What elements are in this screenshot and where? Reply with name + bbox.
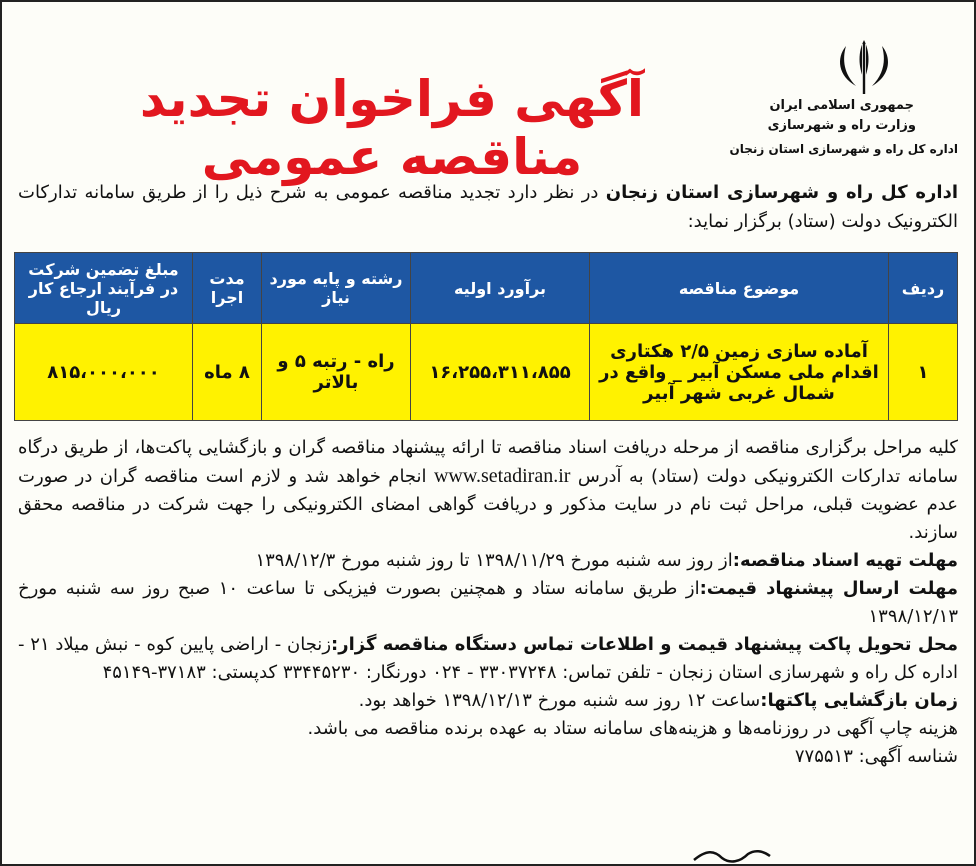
delivery-address [18,631,958,687]
cell-duration: ۸ ماه [193,324,262,421]
cost-note: هزینه چاپ آگهی در روزنامه‌ها و هزینه‌های سامانه ستاد به عهده برنده مناقصه می باشد. [307,718,958,739]
body-text [18,434,958,771]
col-estimate: برآورد اولیه [411,253,590,324]
deadline-bid-text: از طریق سامانه ستاد و همچنین بصورت فیزیکی تا ساعت ۱۰ صبح روز سه شنبه مورخ ۱۳۹۸/۱۲/۱۳ [18,578,958,627]
ad-id: شناسه آگهی: ۷۷۵۵۱۳ [794,746,958,767]
intro-text: در نظر دارد تجدید مناقصه عمومی به شرح ذیل را از طریق سامانه تدارکات الکترونیک دولت (ستاد) برگزار نماید: [18,182,958,232]
col-duration: مدت اجرا [193,253,262,324]
col-field: رشته و پایه مورد نیاز [262,253,411,324]
wave-ornament-icon [692,848,772,864]
intro-paragraph [18,178,958,236]
cell-guarantee: ۸۱۵،۰۰۰،۰۰۰ [15,324,193,421]
cell-estimate: ۱۶،۲۵۵،۳۱۱،۸۵۵ [411,324,590,421]
col-subject: موضوع مناقصه [590,253,889,324]
table-row [15,324,958,421]
paragraph-process [18,434,958,547]
iran-emblem-icon [824,36,904,98]
org-country: جمهوری اسلامی ایران [769,98,914,113]
tender-table [14,252,958,421]
cell-subject: آماده سازی زمین ۲/۵ هکتاری اقدام ملی مسکن آبیر _ واقع در شمال غربی شهر آبیر [590,324,889,421]
cell-row: ۱ [889,324,958,421]
deadline-docs-text: از روز سه شنبه مورخ ۱۳۹۸/۱۱/۲۹ تا روز شنبه مورخ ۱۳۹۸/۱۲/۳ [255,550,733,571]
org-office: اداره کل راه و شهرسازی استان زنجان [729,142,958,156]
setad-link[interactable]: www.setadiran.ir [433,465,571,487]
process-text-a: کلیه مراحل برگزاری مناقصه از مرحله دریافت اسناد مناقصه تا ارائه پیشنهاد مناقصه گران و بازگشایی پاکت‌ها، از طریق درگاه سامانه تدارکات الکترونیکی دولت (ستاد) به آدرس [18,437,958,487]
opening-time [18,687,958,715]
page-title: آگهی فراخوان تجدید مناقصه عمومی [139,70,645,186]
org-ministry: وزارت راه و شهرسازی [767,118,916,133]
process-text-b: انجام خواهد شد و لازم است مناقصه گران در صورت عدم عضویت قبلی، مراحل ثبت نام در سایت مذکور و دریافت گواهی امضای الکترونیکی را جهت شرکت در مناقصه محقق سازند. [18,466,958,543]
col-row: ردیف [889,253,958,324]
col-guarantee: مبلغ تضمین شرکت در فرآیند ارجاع کار ریال [15,253,193,324]
opening-text: ساعت ۱۲ روز سه شنبه مورخ ۱۳۹۸/۱۲/۱۳ خواهد بود. [358,690,761,711]
intro-org: اداره کل راه و شهرسازی استان زنجان [605,182,958,203]
deadline-docs [18,547,958,575]
address-text: زنجان - اراضی پایین کوه - نبش میلاد ۲۱ - اداره کل راه و شهرسازی استان زنجان - تلفن تماس: ۳۳۰۳۷۲۴۸ - ۰۲۴ دورنگار: ۳۳۴۴۵۲۳۰ کدپستی: ۳۷۱۸۳-۴۵۱۴۹ [18,634,958,683]
opening-label: زمان بازگشایی پاکتها: [760,690,958,711]
cell-field: راه - رتبه ۵ و بالاتر [262,324,411,421]
table-header-row [15,253,958,324]
deadline-docs-label: مهلت تهیه اسناد مناقصه: [732,550,958,571]
deadline-bid-label: مهلت ارسال پیشنهاد قیمت: [699,578,958,599]
address-label: محل تحویل پاکت پیشنهاد قیمت و اطلاعات تماس دستگاه مناقصه گزار: [331,634,958,655]
deadline-bid [18,575,958,631]
